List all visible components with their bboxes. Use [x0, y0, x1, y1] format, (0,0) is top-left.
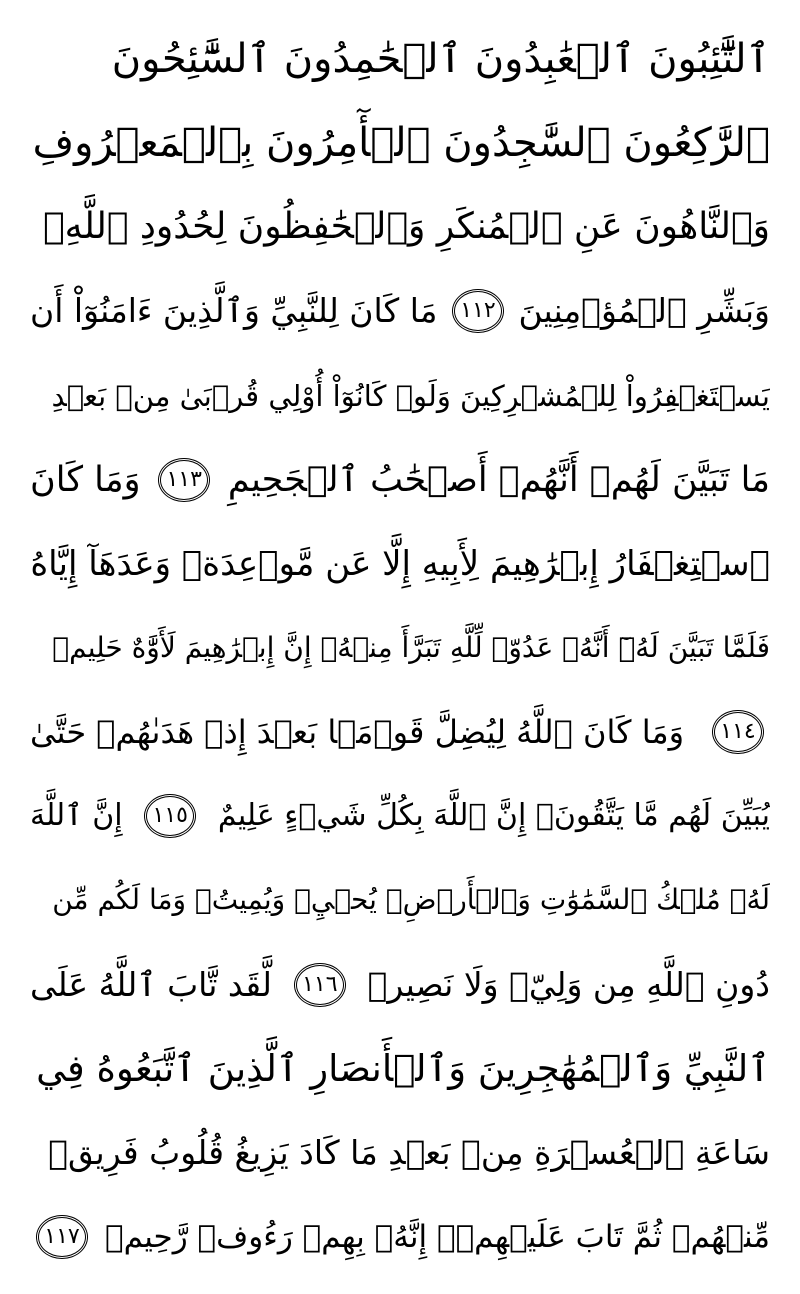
verse-text: لَّقَد تَّابَ ٱللَّهُ عَلَى: [30, 964, 272, 1004]
verse-text: إِنَّ ٱللَّهَ: [30, 798, 123, 834]
verse-text: دُونِ ٱللَّهِ مِن وَلِيّٖ وَلَا نَصِيرٖ: [367, 964, 770, 1004]
ayah-number-marker: ١١٢: [452, 289, 504, 333]
text-line-8: [30, 611, 770, 685]
text-lines: [30, 22, 770, 1274]
ayah-number-marker: ١١٤: [712, 710, 764, 754]
ayah-number-marker: ١١٦: [294, 963, 346, 1007]
verse-text: مِّنۡهُمۡ ثُمَّ تَابَ عَلَيۡهِمۡۚ إِنَّهُۥ بِهِمۡ رَءُوفٞ رَّحِيمٞ: [104, 1218, 770, 1255]
text-line-11: [30, 863, 770, 937]
verse-text: مَا تَبَيَّنَ لَهُمۡ أَنَّهُمۡ أَصۡحَٰبُ ٱلۡجَحِيمِ: [227, 459, 770, 500]
verse-text: وَبَشِّرِ ٱلۡمُؤۡمِنِينَ: [518, 291, 770, 331]
verse-text: ٱسۡتِغۡفَارُ إِبۡرَٰهِيمَ لِأَبِيهِ إِلَّا عَن مَّوۡعِدَةٖ وَعَدَهَآ إِيَّاهُ: [30, 543, 770, 584]
verse-text: ٱلنَّبِيِّ وَٱلۡمُهَٰجِرِينَ وَٱلۡأَنصَارِ ٱلَّذِينَ ٱتَّبَعُوهُ فِي: [36, 1046, 770, 1090]
text-line-13: [30, 1032, 770, 1106]
text-line-14: [30, 1116, 770, 1190]
verse-text: لَهُۥ مُلۡكُ ٱلسَّمَٰوَٰتِ وَٱلۡأَرۡضِۖ يُحۡيِۦ وَيُمِيتُۚ وَمَا لَكُم مِّن: [52, 883, 770, 917]
verse-text: فَلَمَّا تَبَيَّنَ لَهُۥٓ أَنَّهُۥ عَدُوّٞ لِّلَّهِ تَبَرَّأَ مِنۡهُۚ إِنَّ إِبۡرَٰهِيمَ لَأَوَّٰهٌ حَلِيمٞ: [52, 630, 770, 664]
text-line-7: [30, 527, 770, 601]
text-line-10: [30, 779, 770, 853]
verse-text: وَمَا كَانَ ٱللَّهُ لِيُضِلَّ قَوۡمَۢا بَعۡدَ إِذۡ هَدَىٰهُمۡ حَتَّىٰ: [30, 713, 685, 752]
verse-text: مَا كَانَ لِلنَّبِيِّ وَٱلَّذِينَ ءَامَنُوٓاْ أَن: [30, 291, 438, 331]
verse-text: وَٱلنَّاهُونَ عَنِ ٱلۡمُنكَرِ وَٱلۡحَٰفِظُونَ لِحُدُودِ ٱللَّهِۗ: [43, 206, 770, 248]
ayah-number-marker: ١١٥: [144, 794, 196, 838]
text-line-3: [30, 190, 770, 264]
ayah-number-marker: ١١٧: [36, 1215, 88, 1259]
text-line-12: [30, 948, 770, 1022]
verse-text: ٱلتَّٰٓئِبُونَ ٱلۡعَٰبِدُونَ ٱلۡحَٰمِدُونَ ٱلسَّٰٓئِحُونَ: [111, 36, 770, 82]
ayah-number-marker: ١١٣: [158, 458, 210, 502]
verse-text: ٱلرَّٰكِعُونَ ٱلسَّٰجِدُونَ ٱلۡأٓمِرُونَ بِٱلۡمَعۡرُوفِ: [32, 120, 770, 167]
text-line-15: [30, 1200, 770, 1274]
text-line-4: [30, 274, 770, 348]
verse-text: وَمَا كَانَ: [30, 459, 141, 500]
text-line-2: [30, 106, 770, 180]
text-line-9: [30, 695, 770, 769]
verse-text: يُبَيِّنَ لَهُم مَّا يَتَّقُونَۚ إِنَّ ٱللَّهَ بِكُلِّ شَيۡءٍ عَلِيمٌ: [217, 798, 770, 834]
text-line-5: [30, 359, 770, 433]
text-line-6: [30, 443, 770, 517]
text-line-1: [30, 22, 770, 96]
verse-text: يَسۡتَغۡفِرُواْ لِلۡمُشۡرِكِينَ وَلَوۡ كَانُوٓاْ أُوْلِي قُرۡبَىٰ مِنۢ بَعۡدِ: [51, 378, 770, 413]
verse-text: سَاعَةِ ٱلۡعُسۡرَةِ مِنۢ بَعۡدِ مَا كَادَ يَزِيغُ قُلُوبُ فَرِيقٖ: [48, 1132, 770, 1172]
